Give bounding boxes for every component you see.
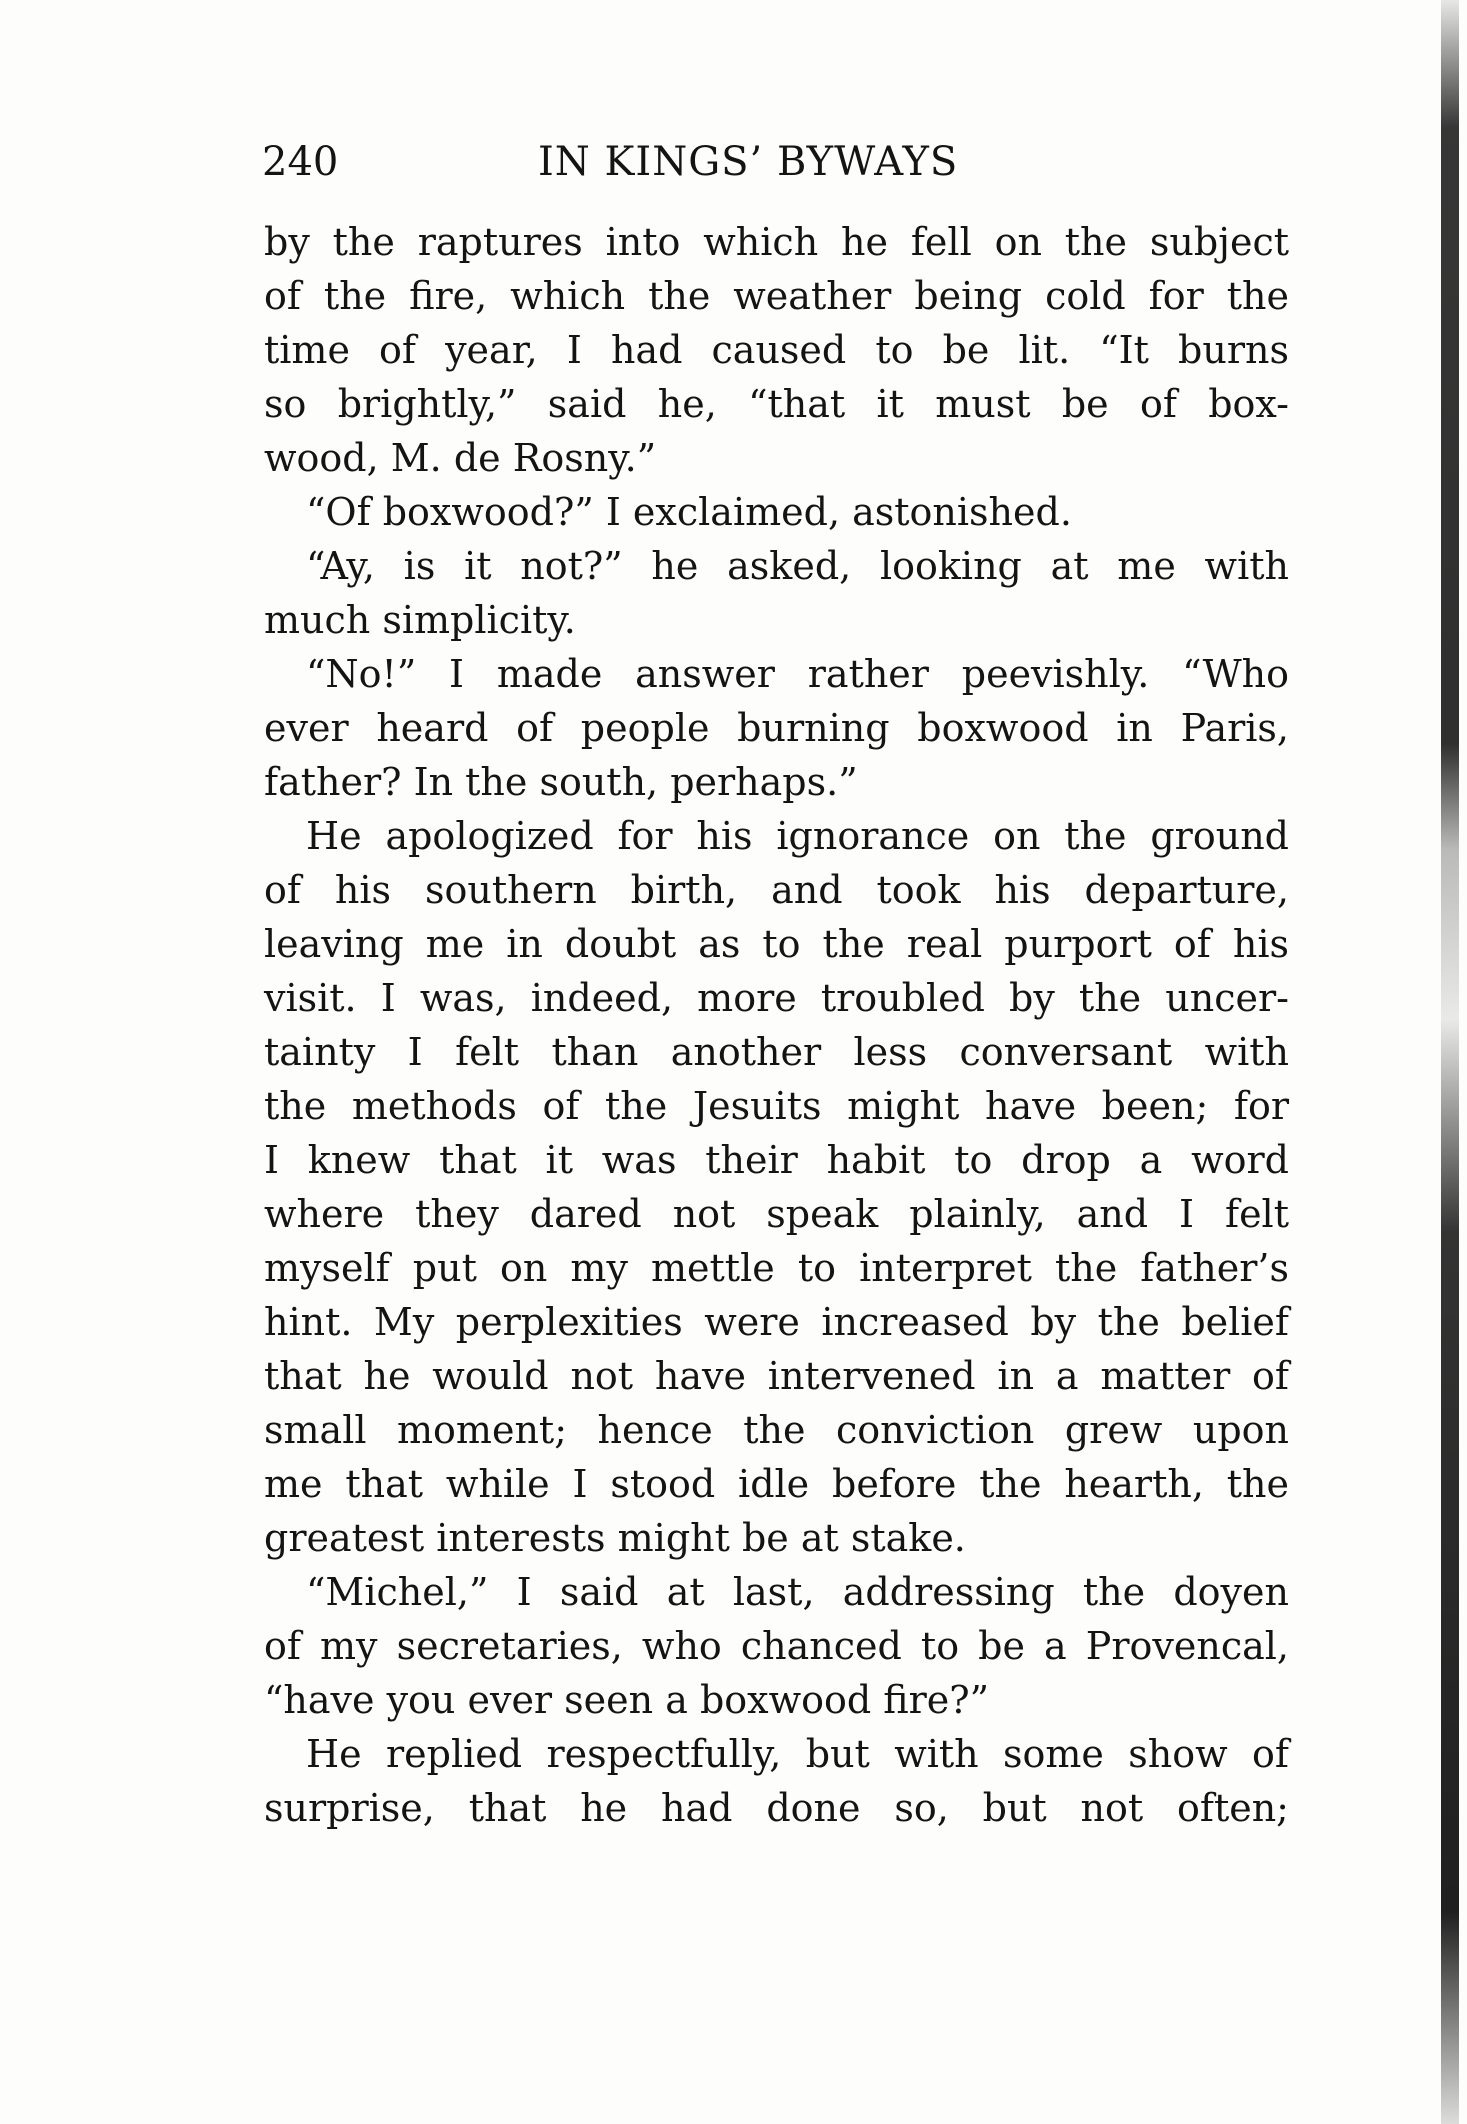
page-number: 240	[262, 139, 339, 185]
text-line: ever heard of people burning boxwood in Paris,	[264, 706, 1289, 750]
running-head-title: IN KINGS’ BYWAYS	[538, 139, 959, 185]
text-line: hint. My perplexities were increased by the belief	[264, 1300, 1289, 1344]
text-line: He apologized for his ignorance on the ground	[306, 814, 1289, 858]
text-line: me that while I stood idle before the hearth, the	[264, 1462, 1289, 1506]
text-line: I knew that it was their habit to drop a word	[264, 1138, 1289, 1182]
text-line: of my secretaries, who chanced to be a Provencal,	[264, 1624, 1289, 1668]
text-line: leaving me in doubt as to the real purport of his	[264, 922, 1289, 966]
text-line: “Of boxwood?” I exclaimed, astonished.	[306, 490, 1072, 534]
text-line: much simplicity.	[264, 598, 576, 642]
text-line: surprise, that he had done so, but not often;	[264, 1786, 1289, 1830]
text-line: tainty I felt than another less conversant with	[264, 1030, 1289, 1074]
text-line: by the raptures into which he fell on the subject	[264, 220, 1289, 264]
text-line: wood, M. de Rosny.”	[264, 436, 657, 480]
text-line: “have you ever seen a boxwood fire?”	[264, 1678, 990, 1722]
text-line: where they dared not speak plainly, and I felt	[264, 1192, 1289, 1236]
text-line: myself put on my mettle to interpret the father’s	[264, 1246, 1289, 1290]
text-line: “Michel,” I said at last, addressing the doyen	[306, 1570, 1289, 1614]
text-line: father? In the south, perhaps.”	[264, 760, 858, 804]
text-line: “No!” I made answer rather peevishly. “Who	[306, 652, 1289, 696]
text-line: small moment; hence the conviction grew upon	[264, 1408, 1289, 1452]
text-line: of his southern birth, and took his departure,	[264, 868, 1289, 912]
page-binding-edge	[1441, 0, 1459, 2124]
running-head	[262, 132, 1262, 192]
text-line: He replied respectfully, but with some show of	[306, 1732, 1289, 1776]
text-line: time of year, I had caused to be lit. “It burns	[264, 328, 1289, 372]
text-line: of the fire, which the weather being cold for the	[264, 274, 1289, 318]
text-line: that he would not have intervened in a matter of	[264, 1354, 1289, 1398]
text-line: “Ay, is it not?” he asked, looking at me with	[306, 544, 1289, 588]
text-line: so brightly,” said he, “that it must be of box-	[264, 382, 1289, 426]
text-line: greatest interests might be at stake.	[264, 1516, 966, 1560]
text-line: visit. I was, indeed, more troubled by the uncer-	[264, 976, 1289, 1020]
text-line: the methods of the Jesuits might have been; for	[264, 1084, 1289, 1128]
body-text	[264, 215, 1289, 1835]
